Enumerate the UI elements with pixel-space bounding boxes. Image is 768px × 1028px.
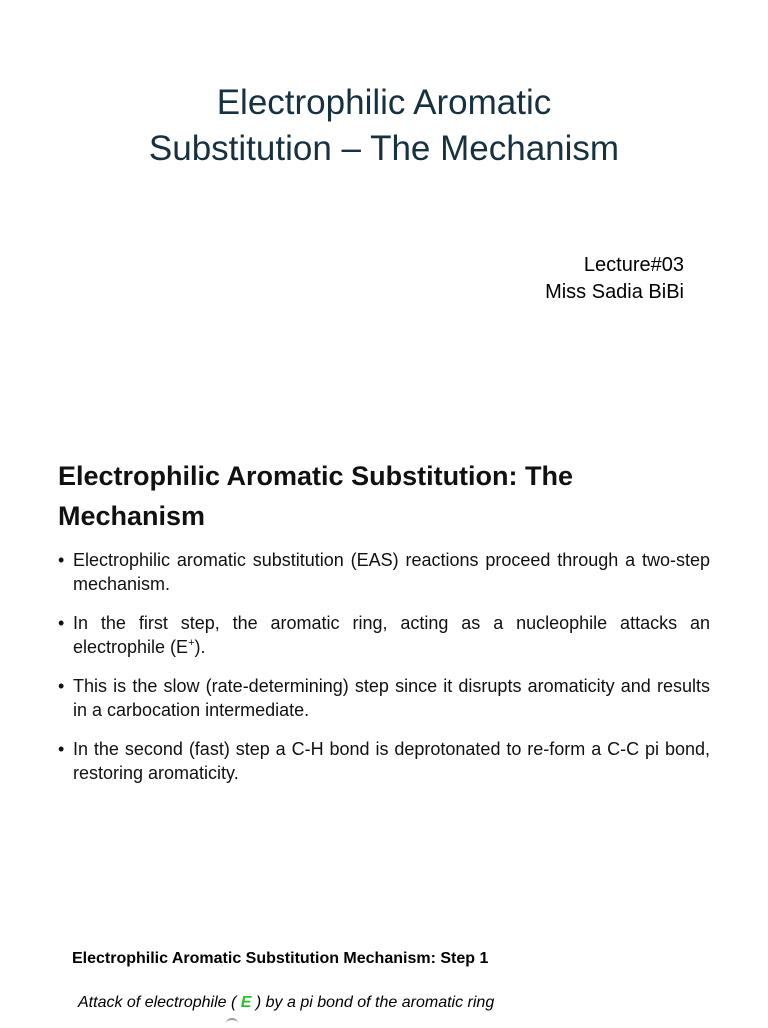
bullet-item: [58, 548, 710, 596]
bullet-item: [58, 611, 710, 659]
bullet-item: [58, 674, 710, 722]
author-name: Miss Sadia BiBi: [545, 281, 684, 303]
bullet-list: [58, 548, 710, 800]
bullet-icon: •: [58, 550, 65, 570]
bullet-icon: •: [58, 739, 65, 759]
step-title: Electrophilic Aromatic Substitution Mechanism: Step 1: [72, 950, 489, 967]
step-caption: [78, 994, 494, 1012]
bullet-text: In the first step, the aromatic ring, acting as a nucleophile attacks an electrophile (E: [73, 613, 710, 657]
caption-text: Attack of electrophile (: [78, 994, 241, 1011]
mechanism-slide: [0, 432, 768, 912]
curved-arrow-icon: [226, 1018, 238, 1028]
superscript-charge: +: [188, 637, 195, 649]
step1-slide: [0, 912, 768, 1024]
bullet-text: Electrophilic aromatic substitution (EAS) reactions proceed through a two-step mechanism.: [73, 550, 710, 594]
slide-title-line: Electrophilic Aromatic: [216, 83, 552, 122]
slide-heading: [58, 456, 718, 536]
slide-heading-line: Electrophilic Aromatic Substitution: The: [58, 461, 574, 491]
lecture-number: Lecture#03: [583, 254, 684, 276]
electrophile-symbol: E: [240, 994, 252, 1011]
bullet-text-end: ).: [194, 637, 206, 657]
caption-text-end: ) by a pi bond of the aromatic ring: [251, 994, 495, 1011]
title-slide: [0, 0, 768, 432]
bullet-icon: •: [58, 676, 65, 696]
bullet-icon: •: [58, 613, 65, 633]
bullet-item: [58, 737, 710, 785]
bullet-text: In the second (fast) step a C-H bond is deprotonated to re-form a C-C pi bond, restoring aromaticity.: [73, 739, 710, 783]
slide-subtitle: [545, 252, 684, 306]
slide-heading-line: Mechanism: [58, 501, 206, 531]
bullet-text: This is the slow (rate-determining) step since it disrupts aromaticity and results in a carbocation intermediate.: [73, 676, 710, 720]
slide-title: [40, 80, 728, 172]
slide-title-line: Substitution – The Mechanism: [148, 129, 620, 168]
